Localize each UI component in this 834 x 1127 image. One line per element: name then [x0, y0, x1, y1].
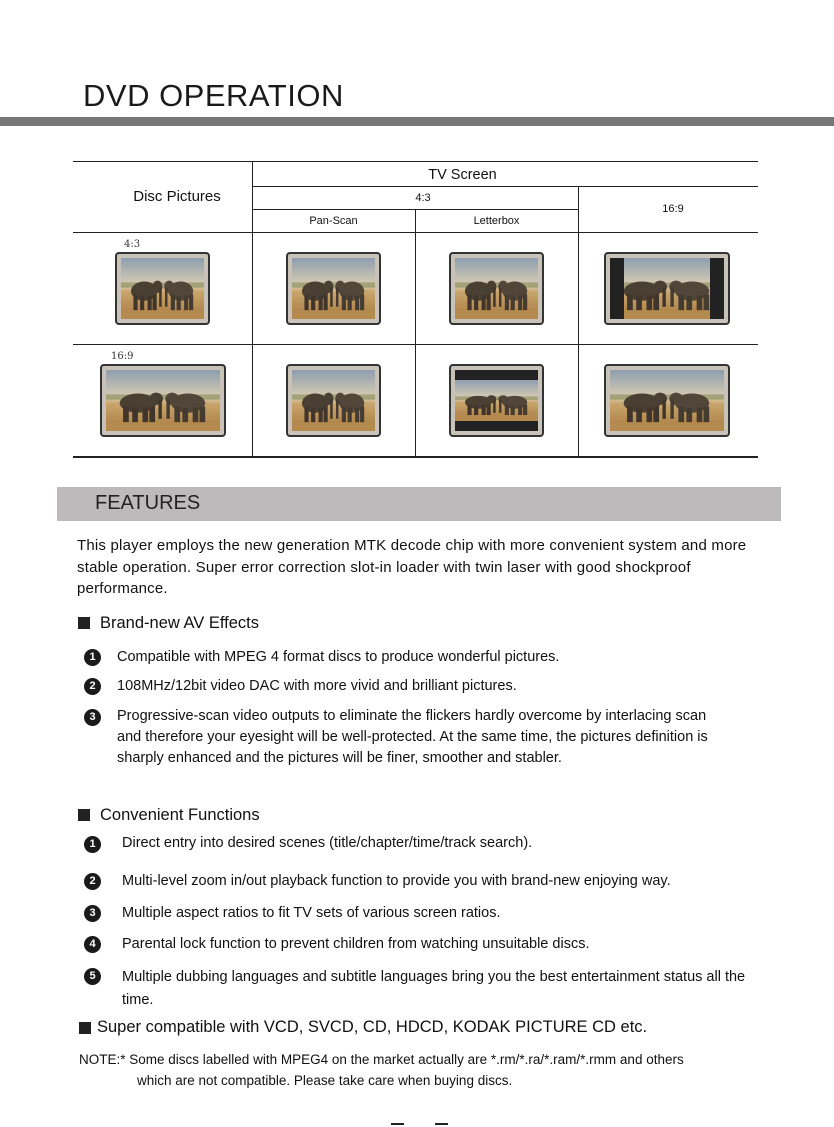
convenient-item-5: Multiple dubbing languages and subtitle languages bring you the best entertainment status all the time.	[122, 969, 746, 1008]
elephants-image-icon	[292, 370, 375, 431]
pan-scan-header: Pan-Scan	[309, 215, 358, 227]
disc-picture-4-3	[115, 252, 210, 325]
bullet-square-icon	[78, 617, 90, 629]
number-3-icon: 3	[84, 709, 101, 726]
tv-169-picture-pillarbox	[604, 252, 730, 325]
pillarbox-bar-left	[610, 258, 624, 319]
av-effect-item-3: Progressive-scan video outputs to eliminate the flickers hardly overcome by interlacing scan and therefore your eyesight will be well-protected. At the same time, the pictures definition is sharply enhanced and the pictures will be finer, smoother and stabler.	[117, 708, 708, 766]
table-col-divider-1	[252, 161, 253, 457]
number-2-icon: 2	[84, 873, 101, 890]
table-header-divider	[252, 186, 758, 187]
tv-43-letterbox-picture-2	[449, 364, 544, 437]
super-compatible-line: Super compatible with VCD, SVCD, CD, HDCD, KODAK PICTURE CD etc.	[97, 1018, 648, 1036]
av-effect-item-2: 108MHz/12bit video DAC with more vivid and brilliant pictures.	[117, 678, 517, 694]
disc-pictures-header: Disc Pictures	[133, 188, 221, 205]
table-col-divider-3	[578, 186, 579, 457]
letterbox-header: Letterbox	[473, 215, 520, 227]
row1-ratio-label: 4:3	[124, 239, 141, 250]
features-title: FEATURES	[95, 492, 201, 514]
tv-43-letterbox-picture	[449, 252, 544, 325]
bullet-square-icon	[78, 809, 90, 821]
tv-screen-header: TV Screen	[428, 167, 497, 183]
elephants-image-icon	[121, 258, 204, 319]
letterbox-bar-top	[455, 370, 538, 380]
number-3-icon: 3	[84, 905, 101, 922]
number-1-icon: 1	[84, 836, 101, 853]
note-line-1: NOTE:* Some discs labelled with MPEG4 on the market actually are *.rm/*.ra/*.ram/*.rmm and others	[79, 1052, 684, 1067]
number-5-icon: 5	[84, 968, 101, 985]
convenient-item-1: Direct entry into desired scenes (title/chapter/time/track search).	[122, 835, 533, 851]
disc-picture-16-9	[100, 364, 226, 437]
convenient-item-4: Parental lock function to prevent children from watching unsuitable discs.	[122, 936, 590, 952]
tv-43-panscan-picture	[286, 252, 381, 325]
row2-ratio-label: 16:9	[111, 351, 134, 362]
convenient-item-3: Multiple aspect ratios to fit TV sets of various screen ratios.	[122, 905, 501, 921]
page-number-mark-right	[435, 1123, 448, 1125]
page-title: DVD OPERATION	[83, 78, 344, 113]
letterbox-bar-bottom	[455, 421, 538, 431]
elephants-image-icon	[610, 258, 724, 319]
elephants-image-icon	[610, 370, 724, 431]
elephants-image-icon	[455, 258, 538, 319]
convenient-functions-title: Convenient Functions	[100, 806, 260, 824]
av-effect-item-1: Compatible with MPEG 4 format discs to produce wonderful pictures.	[117, 649, 560, 665]
elephants-image-icon	[106, 370, 220, 431]
number-2-icon: 2	[84, 678, 101, 695]
pillarbox-bar-right	[710, 258, 724, 319]
elephants-image-icon	[455, 380, 538, 421]
tv-169-picture-2	[604, 364, 730, 437]
ratio-16-9-header: 16:9	[662, 203, 684, 215]
number-1-icon: 1	[84, 649, 101, 666]
number-4-icon: 4	[84, 936, 101, 953]
bullet-square-icon	[79, 1022, 91, 1034]
tv-43-panscan-picture-2	[286, 364, 381, 437]
features-intro-paragraph: This player employs the new generation MTK decode chip with more convenient system and more stable operation. Super error correction slot-in loader with twin laser with good shockproof performance.	[77, 537, 747, 597]
table-col-divider-2	[415, 209, 416, 457]
title-divider-bar	[0, 117, 834, 126]
note-line-2: which are not compatible. Please take care when buying discs.	[137, 1073, 513, 1088]
av-effects-title: Brand-new AV Effects	[100, 614, 259, 632]
elephants-image-icon	[292, 258, 375, 319]
convenient-item-2: Multi-level zoom in/out playback function to provide you with brand-new enjoying way.	[122, 873, 671, 889]
table-top-border	[73, 161, 758, 162]
page-number-mark-left	[391, 1123, 404, 1125]
ratio-4-3-header: 4:3	[415, 192, 431, 204]
